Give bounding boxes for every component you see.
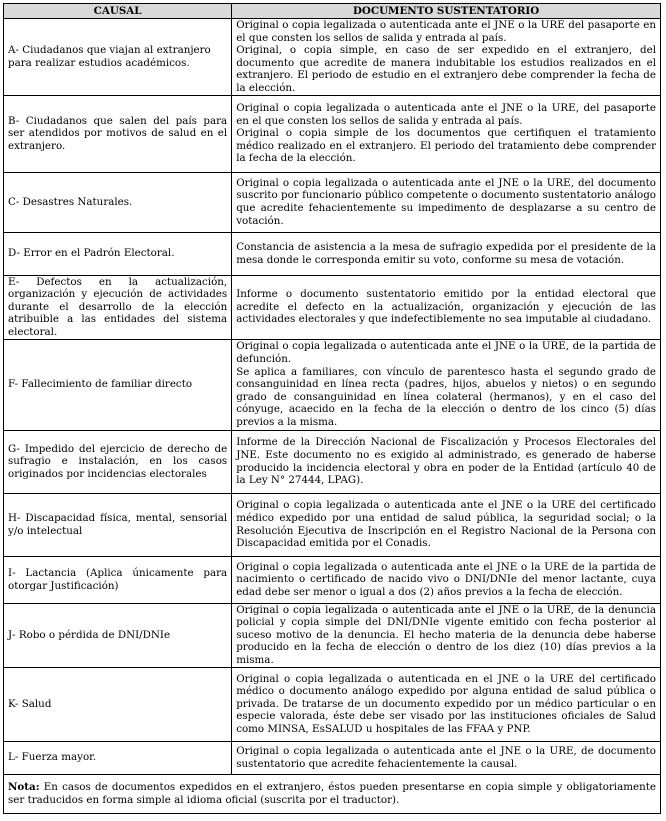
document-text: Original o copia legalizada o autenticada ante el JNE o la URE, de la denuncia policial y copia simple del DNI/DNIe vigente emitido con fecha posterior al suceso motivo de la denuncia. El hecho materia de la denuncia debe haberse producido en la fecha de elección o dentro de los diez (10) días previos a la misma. <box>236 603 656 666</box>
document-cell <box>232 556 661 603</box>
document-text: Original o copia legalizada o autenticada ante el JNE o la URE del pasaporte en el que consten los sellos de salida y entrada al país. <box>236 19 656 44</box>
causal-cell: F- Fallecimiento de familiar directo <box>4 339 232 430</box>
table-row <box>4 493 661 556</box>
causal-cell: A- Ciudadanos que viajan al extranjero para realizar estudios académicos. <box>4 19 232 96</box>
header-causal: CAUSAL <box>4 4 232 19</box>
document-cell <box>232 339 661 430</box>
note-row <box>4 774 661 813</box>
table-row <box>4 19 661 96</box>
table-row <box>4 603 661 667</box>
table-row <box>4 556 661 603</box>
causal-cell: J- Robo o pérdida de DNI/DNIe <box>4 603 232 667</box>
document-text: Original, o copia simple, en caso de ser expedido en el extranjero, del documento que acredite de manera indubitable los estudios realizados en el extranjero. El periodo de estudio en el extranjero debe comprender la fecha de la elección. <box>236 44 656 94</box>
table-header-row <box>4 4 661 19</box>
causal-cell: C- Desastres Naturales. <box>4 172 232 232</box>
document-text: Original o copia legalizada o autenticada ante el JNE o la URE, del documento suscrito por funcionario público competente o documento sustentatorio análogo que acredite fehacientemente su impedimento de desplazarse a su centro de votación. <box>236 176 656 227</box>
note-body: En casos de documentos expedidos en el extranjero, éstos pueden presentarse en copia simple y obligatoriamente ser traducidos en forma simple al idioma oficial (suscrita por el traductor). <box>8 780 656 806</box>
document-text: Informe de la Dirección Nacional de Fiscalización y Procesos Electorales del JNE. Este documento no es exigido al administrado, es generado de haberse producido la incidencia electoral y obra en poder de la Entidad (artículo 40 de la Ley N° 27444, LPAG). <box>236 436 656 487</box>
causal-cell: E- Defectos en la actualización, organización y ejecución de actividades durante el desarrollo de la elección atribuible a las entidades del sistema electoral. <box>4 275 232 339</box>
document-text: Original o copia legalizada o autenticada ante el JNE o la URE, de documento sustentatorio que acredite fehacientemente la causal. <box>236 744 656 770</box>
document-cell <box>232 430 661 493</box>
document-text: Original o copia legalizada o autenticada ante el JNE o la URE de la partida de nacimiento o certificado de nacido vivo o DNI/DNIe del menor lactante, cuya edad debe ser menor o igual a dos (2) años previos a la fecha de elección. <box>236 560 656 598</box>
document-text: Original o copia legalizada o autenticada en el JNE o la URE del certificado médico o documento análogo expedido por alguna entidad de salud pública o privada. De tratarse de un documento expedido por un médico particular o en especie valorada, éste debe ser visado por las instituciones oficiales de Salud como MINSA, EsSALUD u hospitales de las FFAA y PNP. <box>236 672 656 735</box>
document-cell <box>232 232 661 275</box>
document-text: Original o copia legalizada o autenticada ante el JNE o la URE, de la partida de defunción. <box>236 340 656 366</box>
document-text: Original o copia simple de los documentos que certifiquen el tratamiento médico realizado en el extranjero. El periodo del tratamiento debe comprender la fecha de la elección. <box>236 127 656 165</box>
causal-cell: L- Fuerza mayor. <box>4 741 232 774</box>
document-cell <box>232 667 661 741</box>
note-text <box>8 781 656 806</box>
causal-cell: K- Salud <box>4 667 232 741</box>
table-row <box>4 95 661 172</box>
note-label: Nota: <box>8 780 40 793</box>
table-row <box>4 275 661 339</box>
document-cell <box>232 19 661 96</box>
document-cell <box>232 493 661 556</box>
document-cell <box>232 95 661 172</box>
document-cell <box>232 741 661 774</box>
causal-cell: B- Ciudadanos que salen del país para ser atendidos por motivos de salud en el extranjero. <box>4 95 232 172</box>
document-cell <box>232 172 661 232</box>
document-text: Informe o documento sustentatorio emitido por la entidad electoral que acredite el defecto en la actualización, organización y ejecución de las actividades electorales y que indefectiblemente no sea imputable al ciudadano. <box>236 288 656 326</box>
causal-cell: I- Lactancia (Aplica únicamente para otorgar Justificación) <box>4 556 232 603</box>
note-cell <box>4 774 661 813</box>
table-row <box>4 232 661 275</box>
table-row <box>4 741 661 774</box>
document-text: Original o copia legalizada o autenticada ante el JNE o la URE del certificado médico expedido por una entidad de salud pública, la seguridad social; o la Resolución Ejecutiva de Inscripción en el Registro Nacional de la Persona con Discapacidad emitida por el Conadis. <box>236 499 656 550</box>
document-text: Constancia de asistencia a la mesa de sufragio expedida por el presidente de la mesa donde le corresponda emitir su voto, conforme su mesa de votación. <box>236 240 656 266</box>
document-cell <box>232 275 661 339</box>
document-text: Original o copia legalizada o autenticada ante el JNE o la URE, del pasaporte en el que consten los sellos de salida y entrada al país. <box>236 102 656 127</box>
document-text: Se aplica a familiares, con vínculo de parentesco hasta el segundo grado de consanguinidad en línea recta (padres, hijos, abuelos y nietos) o en segundo grado de consanguinidad en línea colateral (hermanos), y en el caso del cónyuge, acaecido en la fecha de la elección o dentro de los cinco (5) días previos a la misma. <box>236 365 656 429</box>
table-row <box>4 339 661 430</box>
causal-cell: D- Error en el Padrón Electoral. <box>4 232 232 275</box>
table-row <box>4 430 661 493</box>
causal-document-table <box>3 3 661 814</box>
table-row <box>4 172 661 232</box>
causal-cell: G- Impedido del ejercicio de derecho de sufragio e instalación, en los casos originados por incidencias electorales <box>4 430 232 493</box>
document-cell <box>232 603 661 667</box>
table-row <box>4 667 661 741</box>
header-documento-sustentatorio: DOCUMENTO SUSTENTATORIO <box>232 4 661 19</box>
causal-cell: H- Discapacidad física, mental, sensorial y/o intelectual <box>4 493 232 556</box>
